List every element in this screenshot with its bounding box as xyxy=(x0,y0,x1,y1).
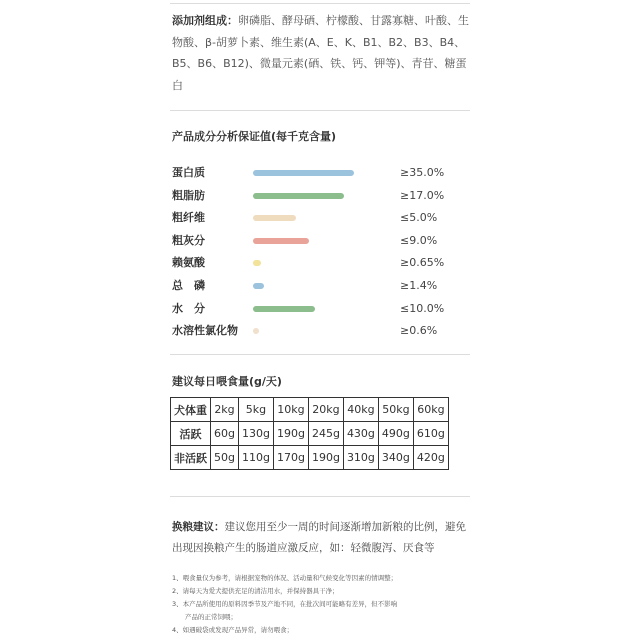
nutrient-row xyxy=(172,254,462,272)
additives-label: 添加剂组成： xyxy=(172,14,238,27)
nutrient-value: ≥0.6% xyxy=(400,324,438,338)
amount-cell: 60g xyxy=(211,422,239,446)
nutrient-row xyxy=(172,209,462,227)
amount-cell: 490g xyxy=(378,422,413,446)
nutrient-bar xyxy=(253,306,315,312)
amount-cell: 130g xyxy=(238,422,273,446)
amount-cell: 245g xyxy=(308,422,343,446)
advice-label: 换粮建议： xyxy=(172,521,225,533)
weight-cell: 10kg xyxy=(273,398,308,422)
activity-label-cell: 非活跃 xyxy=(171,446,211,470)
weight-cell: 40kg xyxy=(343,398,378,422)
table-row xyxy=(171,446,449,470)
feeding-title: 建议每日喂食量(g/天) xyxy=(172,375,282,388)
nutrient-name: 水溶性氯化物 xyxy=(172,324,238,338)
nutrient-row xyxy=(172,232,462,250)
nutrient-bar xyxy=(253,215,296,221)
amount-cell: 340g xyxy=(378,446,413,470)
amount-cell: 190g xyxy=(273,422,308,446)
analysis-title: 产品成分分析保证值(每千克含量) xyxy=(172,130,337,143)
amount-cell: 170g xyxy=(273,446,308,470)
nutrient-value: ≤5.0% xyxy=(400,211,438,225)
table-header-row xyxy=(171,398,449,422)
additives-section xyxy=(172,10,472,96)
additives-divider xyxy=(170,110,470,111)
weight-header-cell: 犬体重 xyxy=(171,398,211,422)
amount-cell: 430g xyxy=(343,422,378,446)
nutrient-name: 粗灰分 xyxy=(172,233,205,247)
notes-list xyxy=(172,572,472,637)
nutrient-value: ≥17.0% xyxy=(400,188,445,202)
note-item: 1、喂食量仅为参考，请根据宠物的体况、活动量和气候变化等因素的情调整； xyxy=(172,574,398,582)
nutrient-row xyxy=(172,277,462,295)
nutrient-name: 粗纤维 xyxy=(172,211,205,225)
amount-cell: 50g xyxy=(211,446,239,470)
nutrient-value: ≥1.4% xyxy=(400,279,438,292)
weight-cell: 5kg xyxy=(238,398,273,422)
amount-cell: 310g xyxy=(343,446,378,470)
nutrient-name: 总 磷 xyxy=(172,279,205,292)
nutrient-name: 粗脂肪 xyxy=(172,188,205,202)
nutrient-value: ≤9.0% xyxy=(400,233,438,247)
nutrient-row xyxy=(172,300,462,318)
nutrient-bar xyxy=(253,283,264,289)
weight-cell: 20kg xyxy=(308,398,343,422)
note-item: 产品的正常饲喂； xyxy=(172,613,237,621)
weight-cell: 50kg xyxy=(378,398,413,422)
nutrient-name: 赖氨酸 xyxy=(172,256,205,270)
amount-cell: 420g xyxy=(413,446,448,470)
amount-cell: 610g xyxy=(413,422,448,446)
note-item: 2、请每天为爱犬提供充足的清洁用水，并保持器具干净； xyxy=(172,587,339,595)
feeding-divider xyxy=(170,496,470,497)
nutrient-row xyxy=(172,322,462,340)
feeding-table xyxy=(170,397,449,470)
nutrient-bar xyxy=(253,193,344,199)
amount-cell: 110g xyxy=(238,446,273,470)
nutrient-name: 蛋白质 xyxy=(172,166,205,179)
nutrient-value: ≥0.65% xyxy=(400,256,445,270)
weight-cell: 60kg xyxy=(413,398,448,422)
switch-food-advice xyxy=(172,517,472,559)
amount-cell: 190g xyxy=(308,446,343,470)
nutrient-bar xyxy=(253,260,261,266)
nutrient-value: ≥35.0% xyxy=(400,166,445,179)
note-item: 3、本产品所使用的原料因季节及产地不同，在批次间可能略有差异，但不影响 xyxy=(172,600,398,608)
advice-text: 建议您用至少一周的时间逐渐增加新粮的比例，避免出现因换粮产生的肠道应激反应，如：轻微腹泻、厌食等 xyxy=(172,521,466,554)
top-divider xyxy=(170,3,470,4)
nutrient-name: 水 分 xyxy=(172,301,205,315)
activity-label-cell: 活跃 xyxy=(171,422,211,446)
nutrient-row xyxy=(172,164,462,182)
nutrient-bar xyxy=(253,328,259,334)
nutrient-value: ≤10.0% xyxy=(400,301,445,315)
nutrient-row xyxy=(172,187,462,205)
nutrient-bar xyxy=(253,238,309,244)
additives-text: 卵磷脂、酵母硒、柠檬酸、甘露寡糖、叶酸、生物酸、β-胡萝卜素、维生素(A、E、K、B1、B2、B3、B4、B5、B6、B12)、微量元素(硒、铁、钙、钾等)、青苷、糖蛋白 xyxy=(172,14,469,92)
weight-cell: 2kg xyxy=(211,398,239,422)
table-row xyxy=(171,422,449,446)
nutrient-bar xyxy=(253,170,354,176)
note-item: 4、如遇破袋或发现产品异常，请勿喂食； xyxy=(172,626,294,634)
analysis-divider xyxy=(170,354,470,355)
